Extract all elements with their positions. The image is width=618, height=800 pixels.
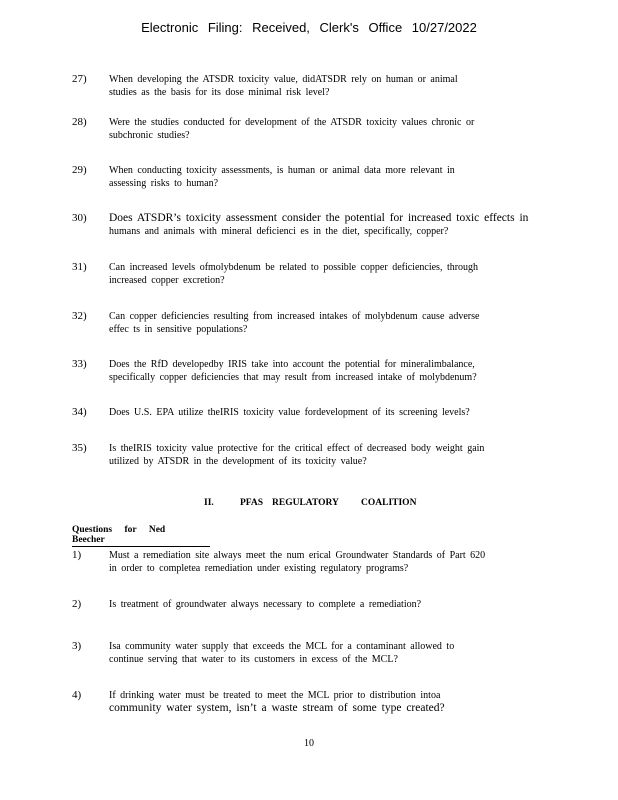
question-line: Were the studies conducted for development of the ATSDR toxicity values chronic or xyxy=(109,117,475,128)
question-number: 2) xyxy=(72,598,82,610)
question-line: community water system, isn’t a waste stream of some type created? xyxy=(109,702,445,714)
question-line: studies as the basis for its dose minimal risk level? xyxy=(109,87,330,98)
question-line: specifically copper deficiencies that may result from increased intake of molybdenum? xyxy=(109,372,477,383)
section-word: PFAS xyxy=(240,498,264,508)
question-line: Can increased levels ofmolybdenum be related to possible copper deficiencies, through xyxy=(109,262,479,273)
filing-header: Electronic Filing: Received, Clerk's Office 10/27/2022 xyxy=(141,20,477,35)
question-line: utilized by ATSDR in the development of its toxicity value? xyxy=(109,456,367,467)
question-line: Isa community water supply that exceeds the MCL for a contaminant allowed to xyxy=(109,641,455,652)
question-number: 33) xyxy=(72,358,87,370)
question-line: in order to completea remediation under existing regulatory programs? xyxy=(109,563,409,574)
question-number: 29) xyxy=(72,164,87,176)
question-line: Does the RfD developedby IRIS take into account the potential for mineralimbalance, xyxy=(109,359,475,370)
question-number: 31) xyxy=(72,261,87,273)
section-word: REGULATORY xyxy=(272,498,339,508)
question-number: 1) xyxy=(72,549,82,561)
question-number: 32) xyxy=(72,310,87,322)
question-line: If drinking water must be treated to meet the MCL prior to distribution intoa xyxy=(109,690,441,701)
questions-subheading: Questions for Ned Beecher xyxy=(72,525,210,547)
section-roman: II. xyxy=(204,498,214,508)
question-line: When conducting toxicity assessments, is human or animal data more relevant in xyxy=(109,165,455,176)
question-number: 35) xyxy=(72,442,87,454)
question-number: 4) xyxy=(72,689,82,701)
question-line: assessing risks to human? xyxy=(109,178,219,189)
page-number: 10 xyxy=(304,738,314,749)
question-line: Is treatment of groundwater always necessary to complete a remediation? xyxy=(109,599,422,610)
question-number: 28) xyxy=(72,116,87,128)
question-number: 3) xyxy=(72,640,82,652)
question-line: Does U.S. EPA utilize theIRIS toxicity value fordevelopment of its screening levels? xyxy=(109,407,470,418)
question-number: 27) xyxy=(72,73,87,85)
question-line: Must a remediation site always meet the num erical Groundwater Standards of Part 620 xyxy=(109,550,486,561)
question-line: increased copper excretion? xyxy=(109,275,225,286)
question-line: continue serving that water to its customers in excess of the MCL? xyxy=(109,654,398,665)
question-line: humans and animals with mineral deficienci es in the diet, specifically, copper? xyxy=(109,226,449,237)
question-line: When developing the ATSDR toxicity value, didATSDR rely on human or animal xyxy=(109,74,458,85)
question-line: effec ts in sensitive populations? xyxy=(109,324,248,335)
question-number: 30) xyxy=(72,212,87,224)
question-line: Can copper deficiencies resulting from increased intakes of molybdenum cause adverse xyxy=(109,311,480,322)
question-number: 34) xyxy=(72,406,87,418)
question-line: subchronic studies? xyxy=(109,130,190,141)
question-line: Does ATSDR’s toxicity assessment consider the potential for increased toxic effects in xyxy=(109,212,529,224)
question-line: Is theIRIS toxicity value protective for the critical effect of decreased body weight gain xyxy=(109,443,485,454)
section-word: COALITION xyxy=(361,498,417,508)
